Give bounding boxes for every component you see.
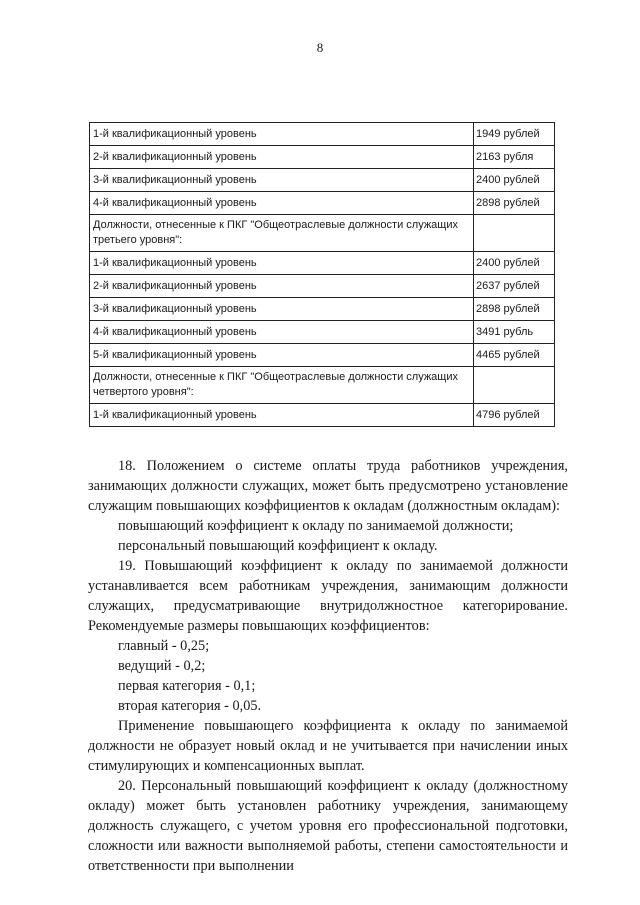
page-number: 8 <box>316 40 324 55</box>
salary-amount-cell <box>474 367 555 404</box>
qualification-level-cell: 4-й квалификационный уровень <box>90 321 474 344</box>
qualification-level-cell: 1-й квалификационный уровень <box>90 123 474 146</box>
salary-amount-cell: 1949 рублей <box>474 123 555 146</box>
qualification-level-cell: 2-й квалификационный уровень <box>90 146 474 169</box>
qualification-level-cell: 5-й квалификационный уровень <box>90 344 474 367</box>
qualification-level-cell: 1-й квалификационный уровень <box>90 252 474 275</box>
list-item: ведущий - 0,2; <box>118 658 206 674</box>
qualification-level-cell: 2-й квалификационный уровень <box>90 275 474 298</box>
paragraph: 20. Персональный повышающий коэффициент к окладу (должностному окладу) может быть установлен работнику учреждения, занимающему должность служащего, с учетом уровня его профессиональной подготовки, сложности или важности выполняемой работы, степени самостоятельности и ответственности при выполнении <box>88 778 568 874</box>
paragraph: Применение повышающего коэффициента к окладу по занимаемой должности не образует новый оклад и не учитывается при начислении иных стимулирующих и компенсационных выплат. <box>88 718 568 774</box>
table-row <box>90 404 555 427</box>
table-row <box>90 123 555 146</box>
body-text <box>88 456 568 876</box>
salary-amount-cell: 2898 рублей <box>474 192 555 215</box>
list-item: первая категория - 0,1; <box>118 678 256 694</box>
salary-amount-cell: 2637 рублей <box>474 275 555 298</box>
list-item: персональный повышающий коэффициент к окладу. <box>118 538 438 554</box>
qualification-level-cell: Должности, отнесенные к ПКГ "Общеотраслевые должности служащих четвертого уровня": <box>90 367 474 404</box>
table-row <box>90 215 555 252</box>
salary-amount-cell: 4465 рублей <box>474 344 555 367</box>
list-item: вторая категория - 0,05. <box>118 698 262 714</box>
paragraph: 19. Повышающий коэффициент к окладу по занимаемой должности устанавливается всем работникам учреждения, занимающим должности служащих, предусматривающие внутридолжностное категорирование. Рекомендуемые размеры повышающих коэффициентов: <box>88 558 568 634</box>
salary-amount-cell: 2163 рубля <box>474 146 555 169</box>
salary-table-body <box>90 123 555 427</box>
qualification-level-cell: 3-й квалификационный уровень <box>90 298 474 321</box>
table-row <box>90 275 555 298</box>
qualification-level-cell: 1-й квалификационный уровень <box>90 404 474 427</box>
qualification-level-cell: 3-й квалификационный уровень <box>90 169 474 192</box>
salary-amount-cell: 2400 рублей <box>474 252 555 275</box>
salary-amount-cell <box>474 215 555 252</box>
list-item: главный - 0,25; <box>118 638 210 654</box>
table-row <box>90 169 555 192</box>
list-item: повышающий коэффициент к окладу по занимаемой должности; <box>118 518 514 534</box>
salary-table <box>89 122 555 427</box>
table-row <box>90 146 555 169</box>
salary-amount-cell: 2898 рублей <box>474 298 555 321</box>
salary-amount-cell: 2400 рублей <box>474 169 555 192</box>
table-row <box>90 252 555 275</box>
salary-amount-cell: 3491 рубль <box>474 321 555 344</box>
table-row <box>90 321 555 344</box>
table-row <box>90 344 555 367</box>
table-row <box>90 367 555 404</box>
paragraph: 18. Положением о системе оплаты труда работников учреждения, занимающих должности служащих, может быть предусмотрено установление служащим повышающих коэффициентов к окладам (должностным окладам): <box>88 458 568 514</box>
qualification-level-cell: Должности, отнесенные к ПКГ "Общеотраслевые должности служащих третьего уровня": <box>90 215 474 252</box>
salary-amount-cell: 4796 рублей <box>474 404 555 427</box>
qualification-level-cell: 4-й квалификационный уровень <box>90 192 474 215</box>
table-row <box>90 298 555 321</box>
table-row <box>90 192 555 215</box>
